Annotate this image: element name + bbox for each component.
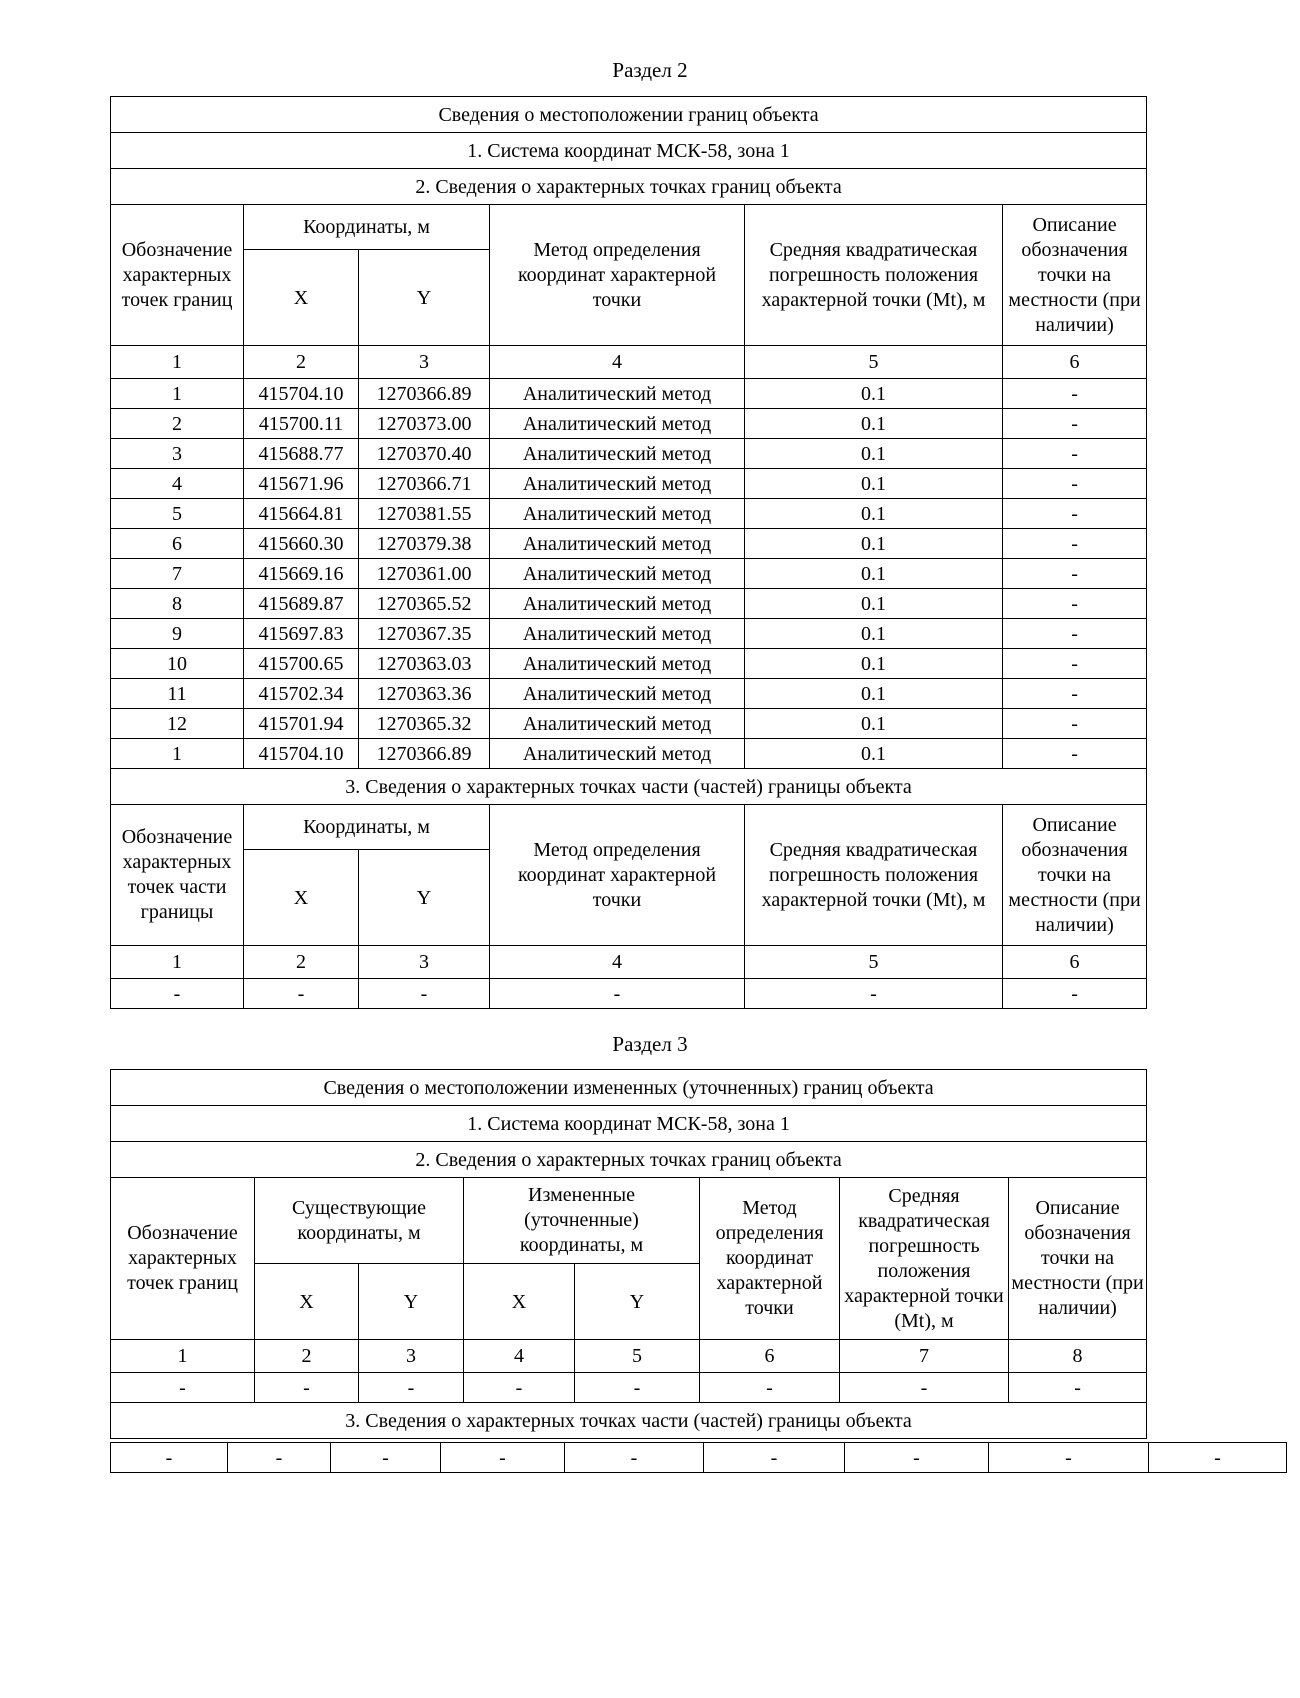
column-number: 2 [244, 946, 359, 979]
column-number: 1 [111, 946, 244, 979]
table-cell: 0.1 [745, 589, 1003, 619]
table-cell: - [704, 1443, 845, 1473]
table-cell: 415700.65 [244, 649, 359, 679]
column-number: 4 [490, 346, 745, 379]
table-cell: Аналитический метод [490, 439, 745, 469]
table-cell: - [700, 1373, 840, 1403]
table-cell: 415704.10 [244, 379, 359, 409]
section-3-part-table [110, 1442, 1287, 1473]
table-cell: 2 [111, 409, 244, 439]
table-cell: - [1003, 499, 1147, 529]
table-cell: - [845, 1443, 989, 1473]
table-cell: 1270373.00 [359, 409, 490, 439]
table-cell: 4 [111, 469, 244, 499]
table-row [111, 409, 1147, 439]
table-cell: 11 [111, 679, 244, 709]
column-number: 5 [745, 346, 1003, 379]
table-cell: 415688.77 [244, 439, 359, 469]
table-cell: - [1003, 469, 1147, 499]
table-cell: - [1003, 379, 1147, 409]
part-header-error: Средняя квадратическая погрешность положения характерной точки (Mt), м [745, 805, 1003, 946]
table-cell: 415697.83 [244, 619, 359, 649]
table-row [111, 589, 1147, 619]
part-header-y: Y [359, 850, 490, 946]
column-number: 3 [359, 946, 490, 979]
table-cell: - [1003, 649, 1147, 679]
table-cell: - [1003, 409, 1147, 439]
table-cell: - [1003, 979, 1147, 1009]
table-row [111, 1373, 1147, 1403]
table-cell: 1270365.32 [359, 709, 490, 739]
table-row [111, 469, 1147, 499]
table-cell: 0.1 [745, 739, 1003, 769]
table-row [111, 709, 1147, 739]
table-cell: Аналитический метод [490, 529, 745, 559]
table-cell: 0.1 [745, 559, 1003, 589]
column-number: 6 [700, 1340, 840, 1373]
table-cell: 415704.10 [244, 739, 359, 769]
table-cell: 1270361.00 [359, 559, 490, 589]
header-designation: Обозначение характерных точек границ [111, 1178, 255, 1340]
table-cell: Аналитический метод [490, 679, 745, 709]
coordinate-system: 1. Система координат МСК-58, зона 1 [111, 133, 1147, 169]
table-cell: - [1003, 709, 1147, 739]
section-2-title: Раздел 2 [612, 58, 688, 82]
table-cell: - [228, 1443, 331, 1473]
table-cell: 1270365.52 [359, 589, 490, 619]
table-cell: 0.1 [745, 439, 1003, 469]
column-number: 7 [840, 1340, 1009, 1373]
subsection-2-title: 2. Сведения о характерных точках границ объекта [111, 1142, 1147, 1178]
subsection-3-title: 3. Сведения о характерных точках части (частей) границы объекта [111, 1403, 1147, 1439]
table-cell: 1 [111, 379, 244, 409]
table-row [111, 379, 1147, 409]
table-cell: - [1003, 589, 1147, 619]
table-cell: - [745, 979, 1003, 1009]
table-cell: 415669.16 [244, 559, 359, 589]
part-header-coordinates: Координаты, м [244, 805, 490, 850]
table-row [111, 739, 1147, 769]
table-cell: - [1003, 439, 1147, 469]
table-cell: - [1003, 529, 1147, 559]
table-cell: 1270370.40 [359, 439, 490, 469]
table-cell: - [359, 1373, 464, 1403]
table-cell: Аналитический метод [490, 589, 745, 619]
subsection-3-title: 3. Сведения о характерных точках части (частей) границы объекта [111, 769, 1147, 805]
table-cell: Аналитический метод [490, 379, 745, 409]
table-row [111, 1443, 1287, 1473]
section-2-table [110, 96, 1147, 1009]
table-cell: - [490, 979, 745, 1009]
table-cell: - [111, 979, 244, 1009]
table-cell: - [441, 1443, 565, 1473]
table-cell: 5 [111, 499, 244, 529]
table-cell: - [331, 1443, 441, 1473]
header-changed-x: X [464, 1264, 575, 1340]
table-cell: 0.1 [745, 409, 1003, 439]
table-cell: 1270366.89 [359, 739, 490, 769]
header-error: Средняя квадратическая погрешность положения характерной точки (Mt), м [745, 205, 1003, 346]
table-cell: 1 [111, 739, 244, 769]
section-3-table [110, 1069, 1147, 1439]
table-cell: 415671.96 [244, 469, 359, 499]
table-cell: 415702.34 [244, 679, 359, 709]
table-cell: - [1009, 1373, 1147, 1403]
header-method: Метод определения координат характерной точки [490, 205, 745, 346]
part-header-method: Метод определения координат характерной точки [490, 805, 745, 946]
table-cell: Аналитический метод [490, 739, 745, 769]
table-cell: 12 [111, 709, 244, 739]
header-existing-x: X [255, 1264, 359, 1340]
table-cell: 1270381.55 [359, 499, 490, 529]
table-row [111, 559, 1147, 589]
table-cell: - [1003, 619, 1147, 649]
table-cell: - [1003, 739, 1147, 769]
table-cell: 415664.81 [244, 499, 359, 529]
table-cell: 1270363.36 [359, 679, 490, 709]
column-number: 1 [111, 1340, 255, 1373]
table-cell: - [111, 1443, 228, 1473]
table-row [111, 499, 1147, 529]
section-3-title: Раздел 3 [612, 1032, 688, 1056]
column-number: 1 [111, 346, 244, 379]
table-cell: - [575, 1373, 700, 1403]
table-row [111, 679, 1147, 709]
table-cell: 0.1 [745, 379, 1003, 409]
part-header-description: Описание обозначения точки на местности (при наличии) [1003, 805, 1147, 946]
header-error: Средняя квадратическая погрешность положения характерной точки (Mt), м [840, 1178, 1009, 1340]
table-cell: Аналитический метод [490, 709, 745, 739]
column-number: 6 [1003, 946, 1147, 979]
table-cell: Аналитический метод [490, 469, 745, 499]
table-cell: 9 [111, 619, 244, 649]
table-cell: - [1003, 679, 1147, 709]
coordinate-system: 1. Система координат МСК-58, зона 1 [111, 1106, 1147, 1142]
table-row [111, 439, 1147, 469]
table-row [111, 619, 1147, 649]
table-cell: - [1149, 1443, 1287, 1473]
table-row [111, 529, 1147, 559]
column-number: 3 [359, 1340, 464, 1373]
table-cell: Аналитический метод [490, 409, 745, 439]
table-cell: - [464, 1373, 575, 1403]
column-number: 8 [1009, 1340, 1147, 1373]
table-cell: 415701.94 [244, 709, 359, 739]
table-row [111, 649, 1147, 679]
table-cell: 0.1 [745, 469, 1003, 499]
table-cell: - [244, 979, 359, 1009]
column-number: 4 [464, 1340, 575, 1373]
table-cell: - [840, 1373, 1009, 1403]
table-cell: - [565, 1443, 704, 1473]
table-cell: 0.1 [745, 709, 1003, 739]
header-method: Метод определения координат характерной точки [700, 1178, 840, 1340]
table-cell: 0.1 [745, 619, 1003, 649]
table-cell: 415660.30 [244, 529, 359, 559]
column-number: 2 [244, 346, 359, 379]
column-number: 5 [575, 1340, 700, 1373]
part-header-designation: Обозначение характерных точек части границы [111, 805, 244, 946]
column-number: 5 [745, 946, 1003, 979]
header-coordinates: Координаты, м [244, 205, 490, 250]
header-designation: Обозначение характерных точек границ [111, 205, 244, 346]
column-number: 4 [490, 946, 745, 979]
table-title: Сведения о местоположении границ объекта [111, 97, 1147, 133]
table-cell: 3 [111, 439, 244, 469]
column-number: 6 [1003, 346, 1147, 379]
table-cell: 415700.11 [244, 409, 359, 439]
column-number: 2 [255, 1340, 359, 1373]
table-cell: - [1003, 559, 1147, 589]
table-cell: 0.1 [745, 649, 1003, 679]
header-description: Описание обозначения точки на местности (при наличии) [1003, 205, 1147, 346]
table-cell: Аналитический метод [490, 649, 745, 679]
table-cell: 0.1 [745, 529, 1003, 559]
header-y: Y [359, 250, 490, 346]
table-cell: Аналитический метод [490, 619, 745, 649]
header-existing-y: Y [359, 1264, 464, 1340]
table-cell: 1270363.03 [359, 649, 490, 679]
table-cell: 6 [111, 529, 244, 559]
table-row [111, 979, 1147, 1009]
table-cell: - [111, 1373, 255, 1403]
table-cell: 0.1 [745, 679, 1003, 709]
table-cell: - [255, 1373, 359, 1403]
header-changed-y: Y [575, 1264, 700, 1340]
table-title: Сведения о местоположении измененных (уточненных) границ объекта [111, 1070, 1147, 1106]
header-changed-coordinates: Измененные (уточненные) координаты, м [464, 1178, 700, 1264]
table-cell: 1270366.71 [359, 469, 490, 499]
table-cell: 1270367.35 [359, 619, 490, 649]
table-cell: Аналитический метод [490, 499, 745, 529]
table-cell: - [989, 1443, 1149, 1473]
subsection-2-title: 2. Сведения о характерных точках границ объекта [111, 169, 1147, 205]
table-cell: 415689.87 [244, 589, 359, 619]
table-cell: - [359, 979, 490, 1009]
table-cell: 1270366.89 [359, 379, 490, 409]
table-cell: 8 [111, 589, 244, 619]
table-cell: Аналитический метод [490, 559, 745, 589]
column-number: 3 [359, 346, 490, 379]
table-cell: 1270379.38 [359, 529, 490, 559]
table-cell: 0.1 [745, 499, 1003, 529]
header-x: X [244, 250, 359, 346]
header-description: Описание обозначения точки на местности (при наличии) [1009, 1178, 1147, 1340]
part-header-x: X [244, 850, 359, 946]
header-existing-coordinates: Существующие координаты, м [255, 1178, 464, 1264]
table-cell: 10 [111, 649, 244, 679]
table-cell: 7 [111, 559, 244, 589]
